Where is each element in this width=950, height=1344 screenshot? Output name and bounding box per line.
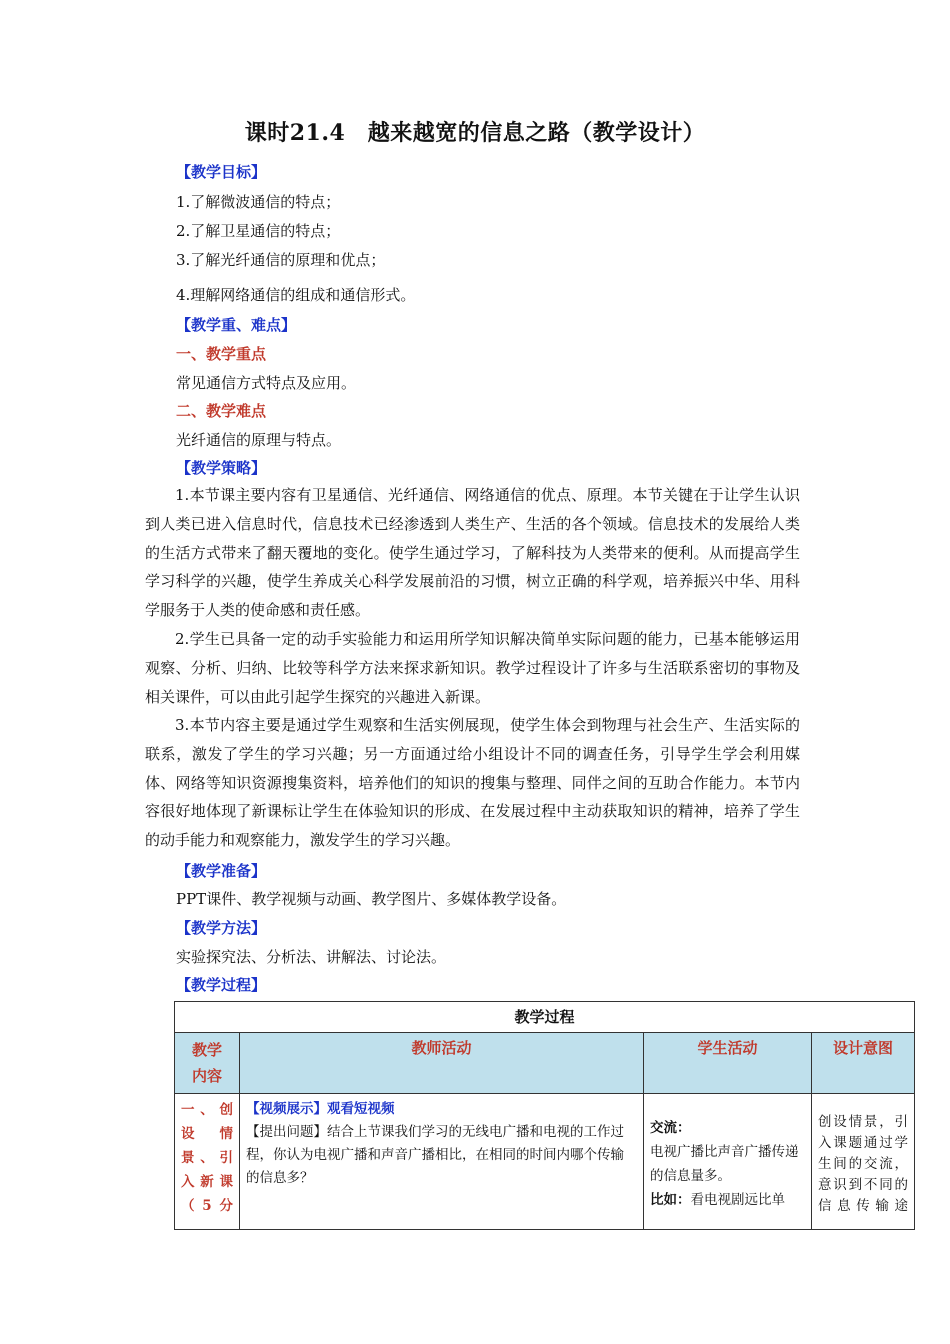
column-header-teacher: 教师活动: [240, 1033, 644, 1094]
table-row: [175, 1094, 915, 1230]
goal-item: 4.理解网络通信的组成和通信形式。: [176, 286, 416, 304]
goals-heading: 【教学目标】: [176, 163, 267, 181]
goal-item: 2.了解卫星通信的特点；: [176, 222, 341, 240]
focus-heading: 一、教学重点: [176, 345, 267, 363]
keypoints-heading: 【教学重、难点】: [176, 316, 297, 334]
methods-text: 实验探究法、分析法、讲解法、讨论法。: [176, 948, 447, 966]
strategy-paragraph-2: 2.学生已具备一定的动手实验能力和运用所学知识解决简单实际问题的能力，已基本能够运用观察、分析、归纳、比较等科学方法来探求新知识。教学过程设计了许多与生活联系密切的事物及相关课件，可以由此引起学生探究的兴趣进入新课。: [145, 630, 800, 706]
cell-content: 一、创设情景、引入新课（5分: [175, 1094, 240, 1230]
cell-intent: 创设情景，引入课题通过学生间的交流，意识到不同的信息传输途: [812, 1094, 915, 1230]
process-table: [174, 1001, 915, 1230]
strategy-paragraph-3: 3.本节内容主要是通过学生观察和生活实例展现，使学生体会到物理与社会生产、生活实际的联系，激发了学生的学习兴趣；另一方面通过给小组设计不同的调查任务，引导学生学会利用媒体、网络等知识资源搜集资料，培养他们的知识的搜集与整理、同伴之间的互助合作能力。本节内容很好地体现了新课标让学生在体验知识的形成、在发展过程中主动获取知识的精神，培养了学生的动手能力和观察能力，激发学生的学习兴趣。: [145, 716, 800, 850]
student-text: 电视广播比声音广播传递的信息量多。: [650, 1144, 799, 1184]
strategy-heading: 【教学策略】: [176, 459, 267, 477]
goal-item: 3.了解光纤通信的原理和优点；: [176, 251, 386, 269]
teacher-video-text: 【视频展示】观看短视频: [246, 1101, 395, 1117]
focus-text: 常见通信方式特点及应用。: [176, 374, 357, 392]
methods-heading: 【教学方法】: [176, 919, 267, 937]
column-header-content: 教学内容: [175, 1033, 240, 1094]
strategy-paragraph-1: 1.本节课主要内容有卫星通信、光纤通信、网络通信的优点、原理。本节关键在于让学生认识到人类已进入信息时代，信息技术已经渗透到人类生产、生活的各个领域。信息技术的发展给人类的生活方式带来了翻天覆地的变化。使学生通过学习，了解科技为人类带来的便利。从而提高学生学习科学的兴趣，使学生养成关心科学发展前沿的习惯，树立正确的科学观，培养振兴中华、用科学服务于人类的使命感和责任感。: [145, 486, 800, 620]
difficulty-text: 光纤通信的原理与特点。: [176, 431, 342, 449]
student-example: 比如：看电视剧远比单: [650, 1192, 785, 1208]
process-heading: 【教学过程】: [176, 976, 267, 994]
goal-item: 1.了解微波通信的特点；: [176, 193, 341, 211]
prep-heading: 【教学准备】: [176, 862, 267, 880]
cell-student: [644, 1094, 812, 1230]
table-header-row: [175, 1033, 915, 1094]
teacher-question-text: 【提出问题】结合上节课我们学习的无线电广播和电视的工作过程，你认为电视广播和声音广播相比，在相同的时间内哪个传输的信息多？: [246, 1124, 624, 1186]
column-header-student: 学生活动: [644, 1033, 812, 1094]
cell-teacher: [240, 1094, 644, 1230]
difficulty-heading: 二、教学难点: [176, 402, 267, 420]
table-caption: 教学过程: [175, 1002, 915, 1033]
student-label: 交流：: [650, 1120, 691, 1136]
prep-text: PPT课件、教学视频与动画、教学图片、多媒体教学设备。: [176, 890, 567, 908]
document-title: 课时21.4 越来越宽的信息之路（教学设计）: [244, 120, 706, 146]
column-header-intent: 设计意图: [812, 1033, 915, 1094]
table-caption-row: [175, 1002, 915, 1033]
